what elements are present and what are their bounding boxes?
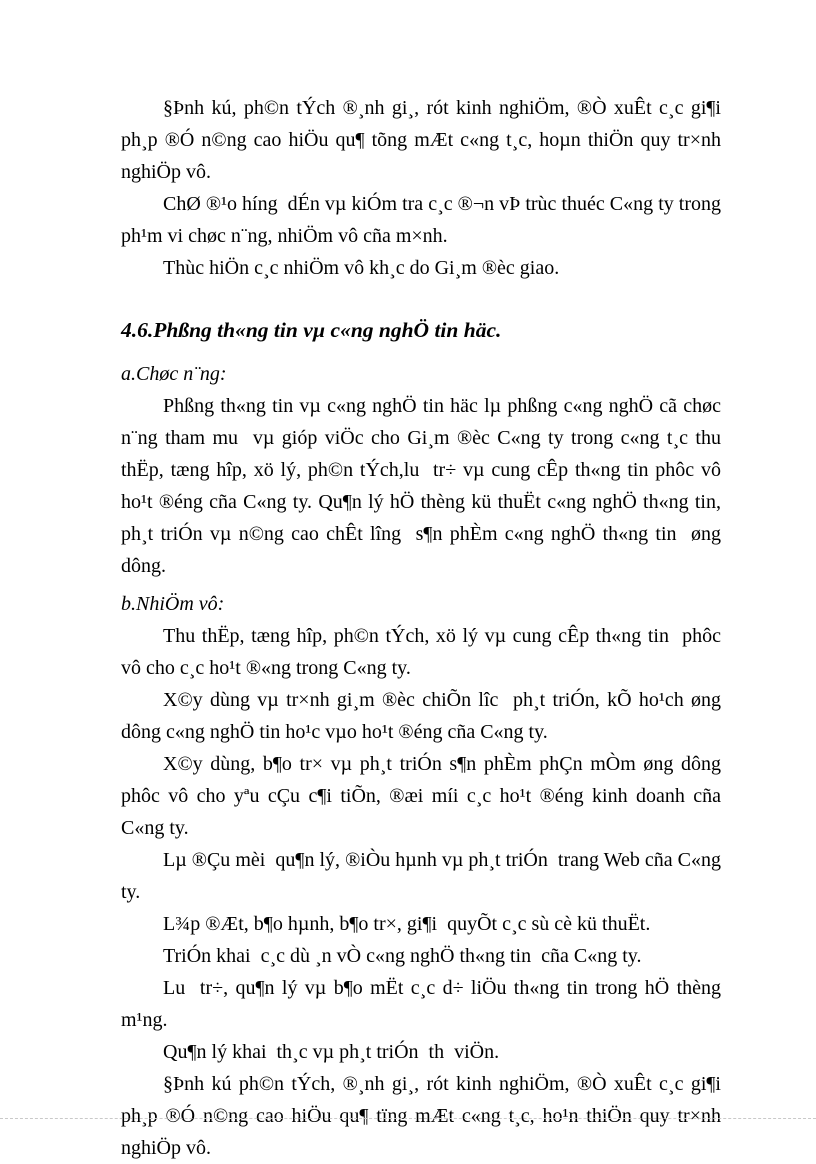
paragraph: ChØ ®¹o híng dÉn vµ kiÓm tra c¸c ®¬n vÞ trùc thuéc C«ng ty trong ph¹m vi chøc n¨ng, nhiÖm vô cña m×nh. [121,193,726,247]
page-break-divider [0,1118,816,1119]
paragraph: Thu thËp, tæng hîp, ph©n tÝch, xö lý vµ cung cÊp th«ng tin phôc vô cho c¸c ho¹t ®«ng trong C«ng ty. [121,625,726,679]
paragraph: Qu¶n lý khai th¸c vµ ph¸t triÓn th viÖn. [163,1041,500,1063]
paragraph: Thùc hiÖn c¸c nhiÖm vô kh¸c do Gi¸m ®èc giao. [163,257,560,279]
paragraph: Phßng th«ng tin vµ c«ng nghÖ tin häc lµ phßng c«ng nghÖ cã chøc n¨ng tham mu vµ gióp viÖc cho Gi¸m ®èc C«ng ty trong c«ng t¸c thu thËp, tæng hîp, xö lý, ph©n tÝch,lu tr÷ vµ cung cÊp th«ng tin phôc vô ho¹t ®éng cña C«ng ty. Qu¶n lý hÖ thèng kü thuËt c«ng nghÖ th«ng tin, ph¸t triÓn vµ n©ng cao chÊt lîng s¶n phÈm c«ng nghÖ th«ng tin øng dông. [121,395,726,577]
paragraph: TriÓn khai c¸c dù ¸n vÒ c«ng nghÖ th«ng tin cña C«ng ty. [163,945,642,967]
document-body [121,92,726,1164]
paragraph: L¾p ®Æt, b¶o hµnh, b¶o tr×, gi¶i quyÕt c¸c sù cè kü thuËt. [163,913,651,935]
subsection-label-b: b.NhiÖm vô: [121,593,225,615]
subsection-label-a: a.Chøc n¨ng: [121,363,227,385]
paragraph: Lµ ®Çu mèi qu¶n lý, ®iÒu hµnh vµ ph¸t triÓn trang Web cña C«ng ty. [121,849,726,903]
section-heading-4-6: 4.6.Phßng th«ng tin vµ c«ng nghÖ tin häc. [121,318,502,342]
paragraph: §Þnh kú, ph©n tÝch ®¸nh gi¸, rót kinh nghiÖm, ®Ò xuÊt c¸c gi¶i ph¸p ®Ó n©ng cao hiÖu qu¶ tõng mÆt c«ng t¸c, hoµn thiÖn quy tr×nh nghiÖp vô. [121,97,726,183]
paragraph: §Þnh kú ph©n tÝch, ®¸nh gi¸, rót kinh nghiÖm, ®Ò xuÊt c¸c gi¶i ph¸p ®Ó n©ng cao hiÖu qu¶ tïng mÆt c«ng t¸c, ho¹n thiÖn quy tr×nh nghiÖp vô. [121,1073,726,1159]
paragraph: Lu tr÷, qu¶n lý vµ b¶o mËt c¸c d÷ liÖu th«ng tin trong hÖ thèng m¹ng. [121,977,726,1031]
paragraph: X©y dùng vµ tr×nh gi¸m ®èc chiÕn lîc ph¸t triÓn, kÕ ho¹ch øng dông c«ng nghÖ tin ho¹c vµo ho¹t ®éng cña C«ng ty. [121,689,726,743]
paragraph: X©y dùng, b¶o tr× vµ ph¸t triÓn s¶n phÈm phÇn mÒm øng dông phôc vô cho yªu cÇu c¶i tiÕn, ®æi míi c¸c ho¹t ®éng kinh doanh cña C«ng ty. [121,753,726,839]
